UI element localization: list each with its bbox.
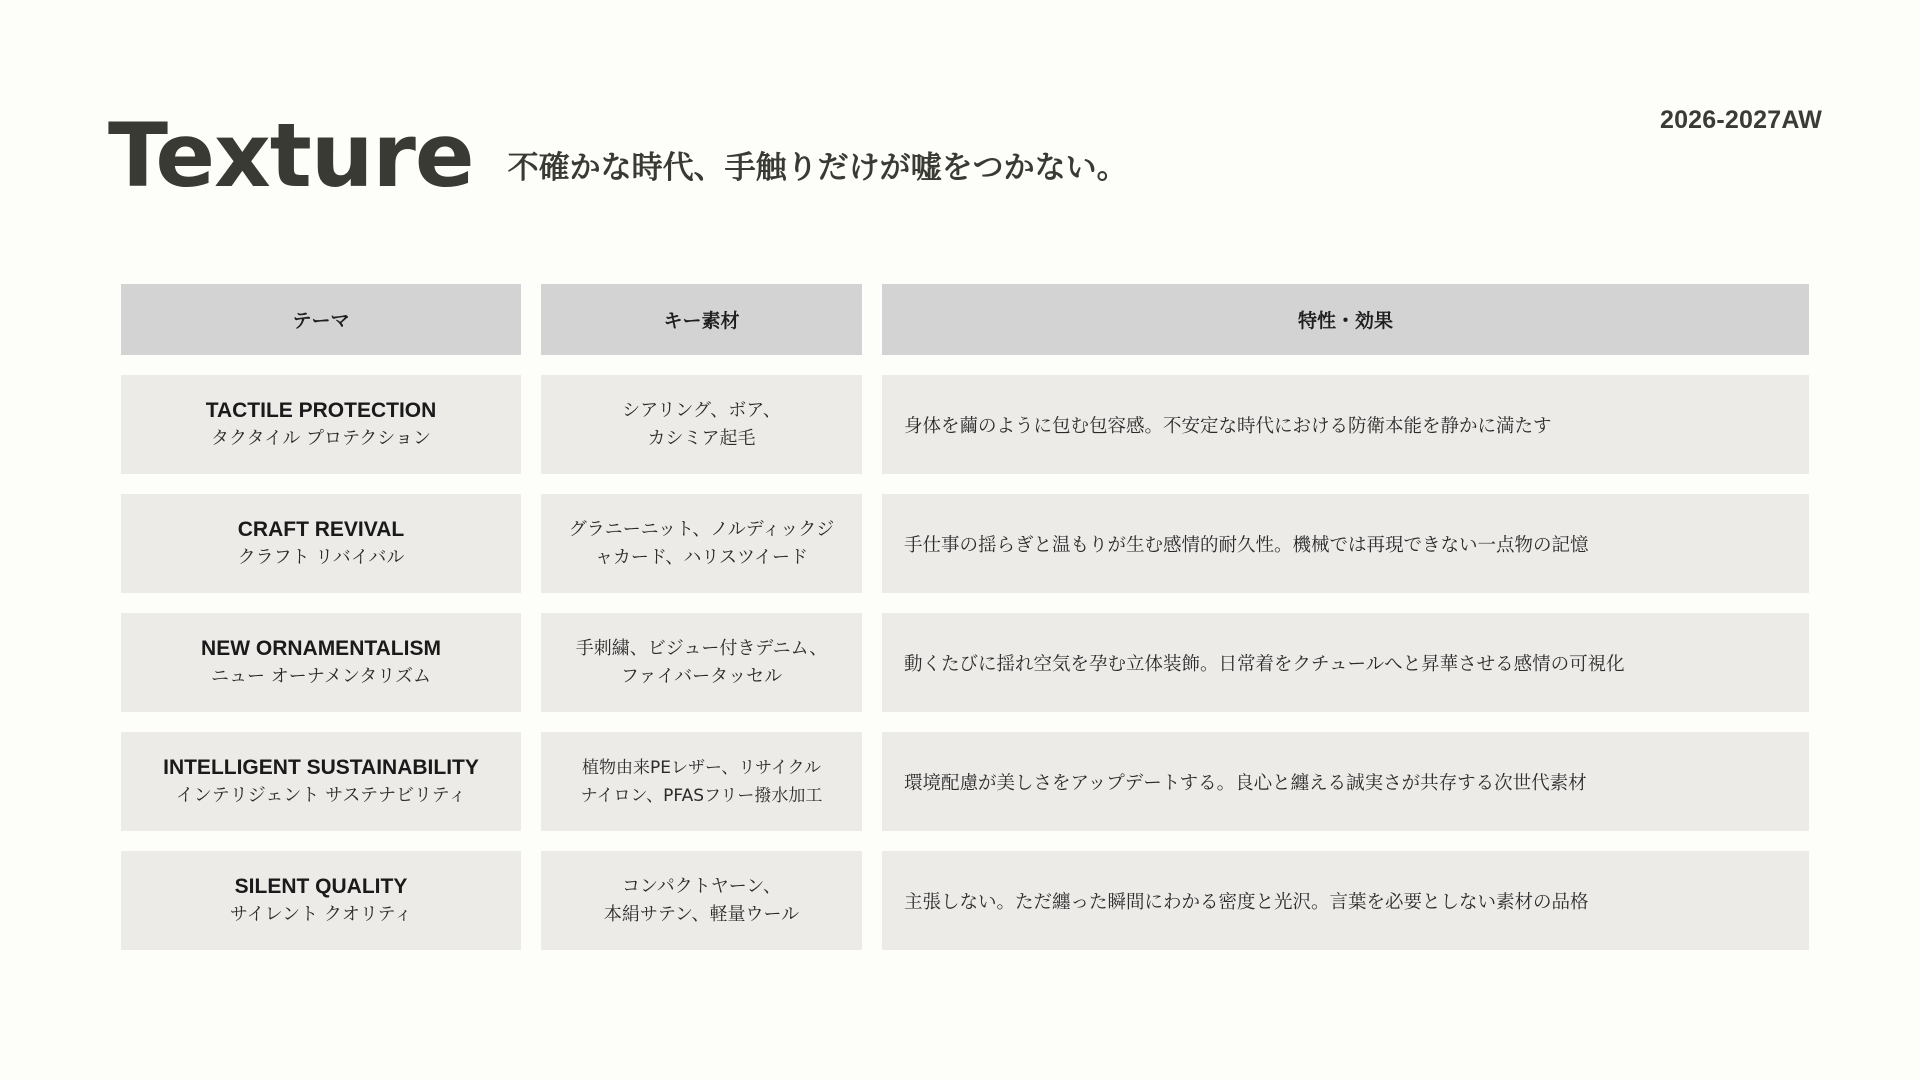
theme-name-ja: サイレント クオリティ — [229, 903, 413, 925]
table-row-material: シアリング、ボア、 カシミア起毛 — [541, 375, 862, 474]
theme-name-en: NEW ORNAMENTALISM — [201, 636, 441, 660]
table-row-material: 手刺繍、ビジュー付きデニム、 ファイバータッセル — [541, 613, 862, 712]
header-theme: テーマ — [121, 284, 521, 355]
page-title: Texture — [108, 104, 474, 207]
table-row-effect: 身体を繭のように包む包容感。不安定な時代における防衛本能を静かに満たす — [882, 375, 1809, 474]
table-row-theme — [121, 613, 521, 712]
theme-name-en: CRAFT REVIVAL — [237, 517, 405, 541]
theme-name-en: TACTILE PROTECTION — [205, 398, 437, 422]
table-row-effect: 動くたびに揺れ空気を孕む立体装飾。日常着をクチュールへと昇華させる感情の可視化 — [882, 613, 1809, 712]
table-row-theme — [121, 732, 521, 831]
page-header — [108, 104, 1128, 207]
header-material: キー素材 — [541, 284, 862, 355]
table-row-theme — [121, 375, 521, 474]
theme-name-en: SILENT QUALITY — [234, 874, 408, 898]
table-row-material: 植物由来PEレザー、リサイクル ナイロン、PFASフリー撥水加工 — [541, 732, 862, 831]
theme-name-en: INTELLIGENT SUSTAINABILITY — [163, 755, 479, 779]
season-label: 2026-2027AW — [1659, 106, 1822, 134]
page-subtitle: 不確かな時代、手触りだけが嘘をつかない。 — [507, 150, 1128, 186]
table-row-material: グラニーニット、ノルディックジ ャカード、ハリスツイード — [541, 494, 862, 593]
theme-name-ja: ニュー オーナメンタリズム — [211, 665, 431, 687]
table-row-theme — [121, 851, 521, 950]
header-effect: 特性・効果 — [882, 284, 1809, 355]
texture-table — [121, 284, 1809, 950]
theme-name-ja: インテリジェント サステナビリティ — [175, 784, 467, 806]
theme-name-ja: クラフト リバイバル — [237, 546, 405, 568]
theme-name-ja: タクタイル プロテクション — [211, 427, 431, 449]
table-row-effect: 主張しない。ただ纏った瞬間にわかる密度と光沢。言葉を必要としない素材の品格 — [882, 851, 1809, 950]
table-row-effect: 環境配慮が美しさをアップデートする。良心と纏える誠実さが共存する次世代素材 — [882, 732, 1809, 831]
table-row-material: コンパクトヤーン、 本絹サテン、軽量ウール — [541, 851, 862, 950]
table-row-theme — [121, 494, 521, 593]
table-row-effect: 手仕事の揺らぎと温もりが生む感情的耐久性。機械では再現できない一点物の記憶 — [882, 494, 1809, 593]
